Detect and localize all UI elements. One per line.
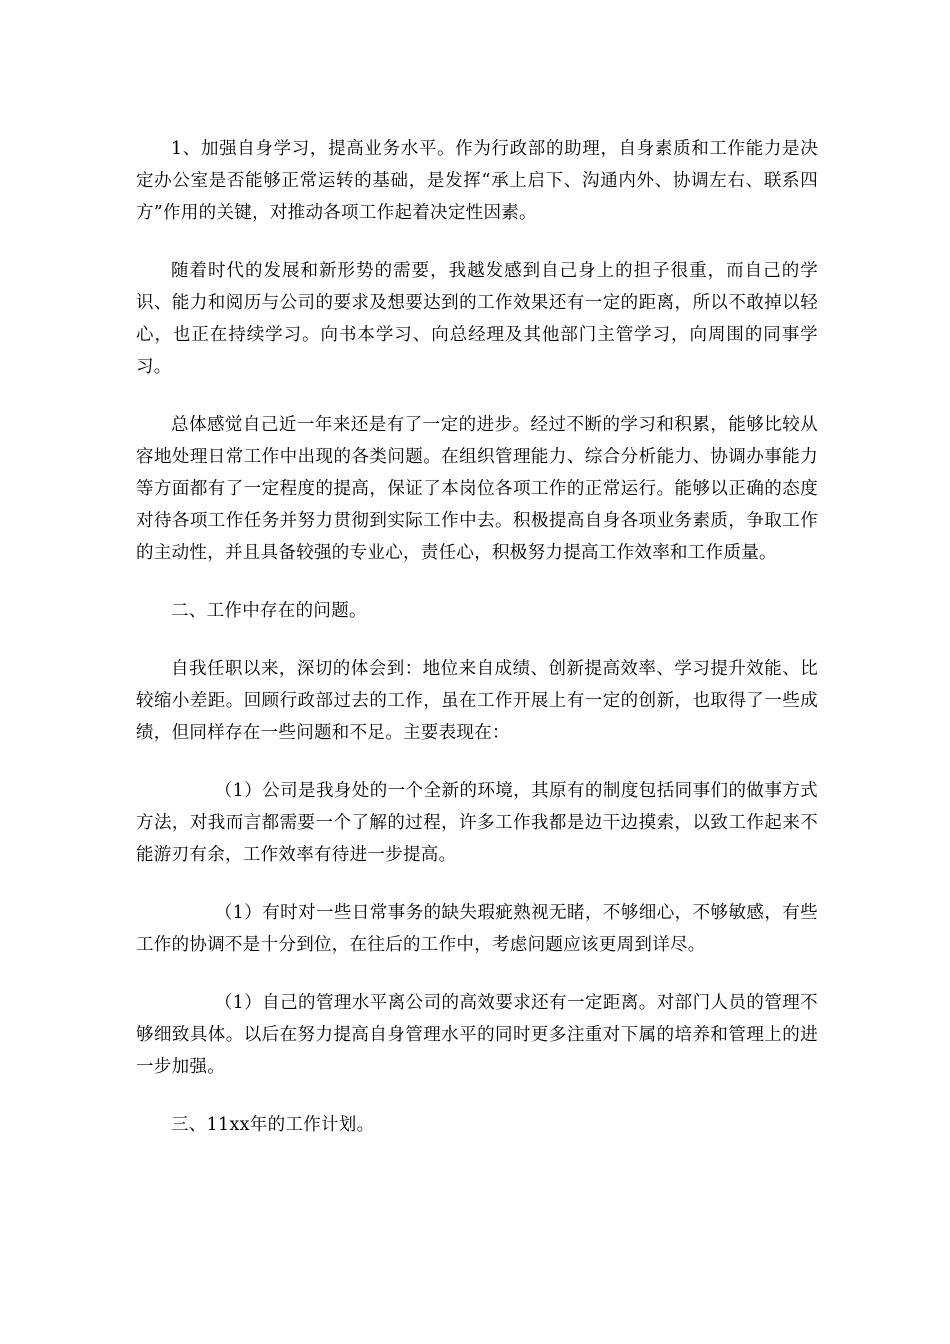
document-body xyxy=(136,133,818,1167)
list-item-new-environment: （1）公司是我身处的一个全新的环境，其原有的制度包括同事们的做事方式方法，对我而言都需要一个了解的过程，许多工作我都是边干边摸索，以致工作起来不能游刃有余，工作效率有待进一步提高。 xyxy=(136,781,818,865)
paragraph-self-study: 1、加强自身学习，提高业务水平。作为行政部的助理，自身素质和工作能力是决定办公室是否能够正常运转的基础，是发挥“承上启下、沟通内外、协调左右、联系四方”作用的关键，对推动各项工作起着决定性因素。 xyxy=(136,139,818,223)
list-item-management-level: （1）自己的管理水平离公司的高效要求还有一定距离。对部门人员的管理不够细致具体。以后在努力提高自身管理水平的同时更多注重对下属的培养和管理上的进一步加强。 xyxy=(136,993,818,1077)
list-item-attention-to-detail: （1）有时对一些日常事务的缺失瑕疵熟视无睹，不够细心，不够敏感，有些工作的协调不是十分到位，在往后的工作中，考虑问题应该更周到详尽。 xyxy=(136,903,818,955)
paragraph-overall-progress: 总体感觉自己近一年来还是有了一定的进步。经过不断的学习和积累，能够比较从容地处理日常工作中出现的各类问题。在组织管理能力、综合分析能力、协调办事能力等方面都有了一定程度的提高，保证了本岗位各项工作的正常运行。能够以正确的态度对待各项工作任务并努力贯彻到实际工作中去。积极提高自身各项业务素质，争取工作的主动性，并且具备较强的专业心，责任心，积极努力提高工作效率和工作质量。 xyxy=(136,415,818,563)
section-heading-work-plan: 三、11xx年的工作计划。 xyxy=(171,1115,375,1135)
section-heading-problems: 二、工作中存在的问题。 xyxy=(171,601,367,621)
paragraph-reflection: 自我任职以来，深切的体会到：地位来自成绩、创新提高效率、学习提升效能、比较缩小差距。回顾行政部过去的工作，虽在工作开展上有一定的创新，也取得了一些成绩，但同样存在一些问题和不足。主要表现在： xyxy=(136,659,818,743)
paragraph-growing-responsibility: 随着时代的发展和新形势的需要，我越发感到自己身上的担子很重，而自己的学识、能力和阅历与公司的要求及想要达到的工作效果还有一定的距离，所以不敢掉以轻心，也正在持续学习。向书本学习、向总经理及其他部门主管学习，向周围的同事学习。 xyxy=(136,261,818,377)
